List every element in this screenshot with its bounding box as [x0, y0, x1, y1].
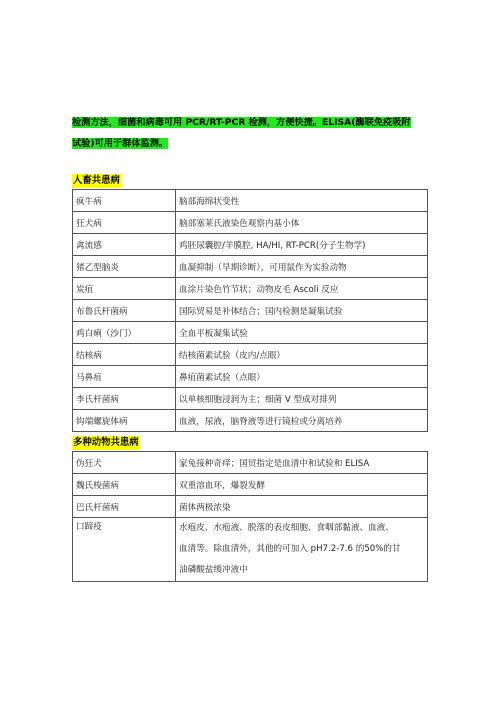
disease-name-cell: 炭疽	[73, 278, 176, 300]
intro-line-1: 检测方法，细菌和病毒可用 PCR/RT-PCR 检测，方便快捷。ELISA(酶联免疫吸附	[72, 117, 411, 128]
disease-name-cell: 李氏杆菌病	[73, 388, 176, 410]
disease-name-cell: 禽流感	[73, 234, 176, 256]
detection-line-3: 油磷酸盐缓冲液中	[179, 565, 248, 575]
section-title-multi-species: 多种动物共患病	[73, 437, 139, 448]
detection-method-cell: 家兔接种奇痒；国贸指定是血清中和试验和 ELISA	[176, 452, 428, 474]
disease-name-cell: 鸡白痢（沙门）	[73, 322, 176, 344]
zoonoses-table	[72, 189, 428, 432]
disease-name-cell: 狂犬病	[73, 212, 176, 234]
table-row	[73, 388, 428, 410]
table-row	[73, 366, 428, 388]
detection-line-2: 血清等。除血清外，其他的可加入 pH7.2-7.6 的50%的甘	[179, 544, 401, 554]
intro-line-2: 试验)可用于群体监测。	[72, 138, 169, 149]
table-row	[73, 300, 428, 322]
section-title-zoonoses: 人畜共患病	[73, 175, 120, 186]
disease-name-cell: 疯牛病	[73, 190, 176, 212]
detection-method-cell: 结核菌素试验（皮内/点眼）	[176, 344, 428, 366]
detection-method-cell: 菌体两极浓染	[176, 496, 428, 518]
disease-name-cell: 结核病	[73, 344, 176, 366]
table-row	[73, 278, 428, 300]
detection-method-cell: 鸡胚尿囊腔/羊膜腔, HA/HI, RT-PCR(分子生物学)	[176, 234, 428, 256]
detection-method-cell: 双重溶血环，爆裂发酵	[176, 474, 428, 496]
detection-method-cell: 血液，尿液，脑脊液等进行镜检或分离培养	[176, 410, 428, 432]
detection-method-cell: 全血平板凝集试验	[176, 322, 428, 344]
detection-method-cell: 血凝抑制（早期诊断），可用鼠作为实验动物	[176, 256, 428, 278]
disease-name-cell: 巴氏杆菌病	[73, 496, 176, 518]
disease-name-cell: 猪乙型脑炎	[73, 256, 176, 278]
table-row	[73, 474, 428, 496]
table-row	[73, 190, 428, 212]
detection-method-cell: 血涂片染色竹节状；动物皮毛 Ascoli 反应	[176, 278, 428, 300]
disease-name-cell: 马鼻疽	[73, 366, 176, 388]
table-row	[73, 518, 428, 582]
detection-method-cell: 以单核细胞浸润为主；细菌 V 型成对排列	[176, 388, 428, 410]
disease-name-cell: 钩端螺旋体病	[73, 410, 176, 432]
table-row	[73, 410, 428, 432]
table-row	[73, 256, 428, 278]
table-row	[73, 212, 428, 234]
disease-name-cell: 布鲁氏杆菌病	[73, 300, 176, 322]
disease-name-cell: 魏氏梭菌病	[73, 474, 176, 496]
detection-method-cell: 脑部塞莱氏液染色观察内基小体	[176, 212, 428, 234]
table-row	[73, 496, 428, 518]
detection-method-cell: 国际贸易是补体结合；国内检测是凝集试验	[176, 300, 428, 322]
table-row	[73, 344, 428, 366]
table-row	[73, 452, 428, 474]
detection-method-cell: 脑部海绵状变性	[176, 190, 428, 212]
multi-species-table	[72, 451, 428, 582]
detection-line-1: 水疱皮、水疱液、脱落的表皮细胞、食咽部黏液、血液、	[179, 523, 394, 533]
detection-method-cell	[176, 518, 428, 582]
intro-paragraph	[72, 112, 432, 154]
table-row	[73, 322, 428, 344]
disease-name-cell: 口蹄疫	[73, 518, 176, 582]
table-row	[73, 234, 428, 256]
disease-name-cell: 伪狂犬	[73, 452, 176, 474]
detection-method-cell: 鼻疽菌素试验（点眼）	[176, 366, 428, 388]
